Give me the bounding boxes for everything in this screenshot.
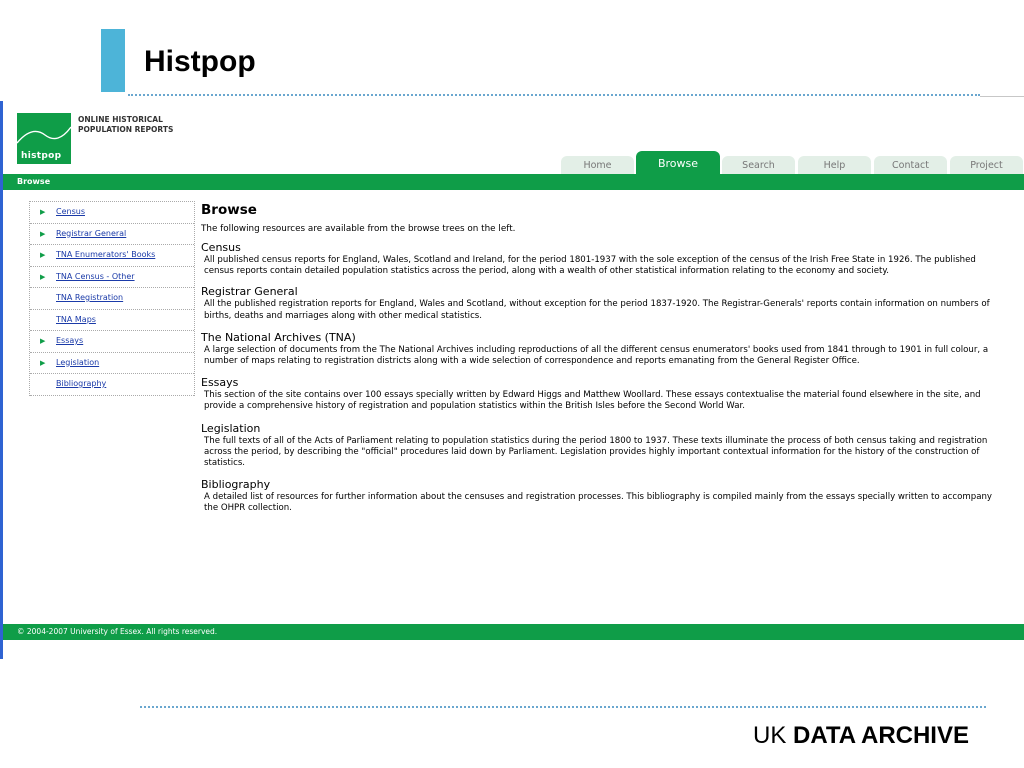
sidebar-item-census[interactable]: [30, 202, 194, 224]
section-text: All the published registration reports for England, Wales and Scotland, without exception for the period 1837-1920. The Registrar-Generals' reports contain information on numbers of births, deaths and marriages along with other medical statistics.: [204, 299, 990, 321]
section-census: [201, 241, 1001, 277]
arrow-right-icon: ▶: [40, 229, 46, 238]
tab-contact[interactable]: Contact: [874, 156, 947, 175]
sidebar-item-label[interactable]: TNA Maps: [56, 314, 96, 324]
browse-sidebar: [29, 201, 195, 396]
sidebar-item-tna-census-other[interactable]: [30, 267, 194, 289]
sidebar-item-label[interactable]: Census: [56, 207, 85, 216]
sidebar-item-bibliography[interactable]: [30, 374, 194, 396]
sidebar-item-label[interactable]: Essays: [56, 336, 84, 345]
section-legislation: [201, 422, 1001, 470]
sidebar-item-label[interactable]: Legislation: [56, 357, 100, 367]
arrow-right-icon: ▶: [40, 358, 46, 367]
arrow-right-icon: ▶: [40, 208, 46, 216]
section-title: Legislation: [201, 421, 261, 435]
section-tna: [201, 331, 1001, 367]
sidebar-item-registrar-general[interactable]: [30, 224, 194, 246]
tab-browse[interactable]: Browse: [636, 151, 720, 175]
breadcrumb-bar: [3, 174, 1024, 190]
section-text: A large selection of documents from the The National Archives including reproductions of all the different census enumerators' books used from 1841 through to 1901 in full colour, a number of maps relating to registration districts along with a wide selection of correspondence and reports emanating from the General Register Office.: [204, 344, 989, 367]
logo-text: histpop: [21, 151, 62, 161]
sidebar-item-label[interactable]: TNA Enumerators' Books: [56, 250, 156, 259]
slide-title: Histpop: [144, 45, 256, 78]
histpop-logo[interactable]: [17, 113, 71, 164]
sidebar-item-tna-registration[interactable]: [30, 288, 194, 310]
slide-divider-bottom: [140, 706, 986, 708]
sidebar-item-label[interactable]: TNA Registration: [56, 293, 124, 302]
tab-project[interactable]: Project: [950, 156, 1023, 175]
sidebar-item-label[interactable]: TNA Census - Other: [56, 271, 135, 281]
sidebar-item-tna-enumerators-books[interactable]: [30, 245, 194, 267]
footer-bold: DATA ARCHIVE: [793, 722, 969, 749]
section-text: A detailed list of resources for further information about the censuses and registration processes. This bibliography is compiled mainly from the essays specially written to accompany the OHPR collection.: [204, 492, 993, 514]
tab-help[interactable]: Help: [798, 156, 871, 175]
site-header: [3, 101, 1024, 175]
logo-caption-line1: ONLINE HISTORICAL: [78, 115, 163, 124]
section-text: All published census reports for England, Wales, Scotland and Ireland, for the period 1801-1937 with the sole exception of the census of the Irish Free State in 1926. The published census reports contain detailed population statistics across the period, along with a wealth of other statistical information relating to the economy and society.: [204, 255, 976, 277]
sidebar-item-label[interactable]: Registrar General: [56, 228, 127, 238]
website-screenshot: [0, 101, 1024, 659]
logo-caption: [78, 115, 173, 135]
section-title: Essays: [201, 376, 239, 390]
sidebar-item-legislation[interactable]: [30, 353, 194, 375]
content-heading: Browse: [201, 202, 257, 218]
section-essays: [201, 376, 1001, 412]
slide-divider-top: [128, 94, 980, 96]
section-title: The National Archives (TNA): [201, 330, 356, 344]
section-title: Bibliography: [201, 478, 271, 492]
browse-content: [201, 201, 1001, 515]
slide-accent-bar: [101, 29, 125, 92]
arrow-right-icon: ▶: [40, 251, 46, 259]
section-title: Census: [201, 241, 241, 254]
slide-footer-brand: [753, 722, 969, 750]
logo-caption-line2: POPULATION REPORTS: [78, 125, 174, 134]
section-bibliography: [201, 478, 1001, 514]
arrow-right-icon: ▶: [40, 272, 46, 281]
content-intro: The following resources are available from the browse trees on the left.: [201, 224, 516, 234]
sidebar-item-essays[interactable]: [30, 331, 194, 353]
breadcrumb: Browse: [17, 177, 51, 186]
tab-search[interactable]: Search: [722, 156, 795, 175]
sidebar-item-label[interactable]: Bibliography: [56, 379, 107, 388]
section-text: This section of the site contains over 100 essays specially written by Edward Higgs and Matthew Woollard. These essays contextualise the material found elsewhere in the site, and provide a comprehensive history of registration and population statistics within the British Isles before the Second World War.: [204, 390, 981, 412]
section-title: Registrar General: [201, 285, 298, 299]
sidebar-item-tna-maps[interactable]: [30, 310, 194, 332]
section-registrar-general: [201, 285, 1001, 321]
tab-home[interactable]: Home: [561, 156, 634, 175]
site-footer: [3, 624, 1024, 640]
copyright-text: © 2004-2007 University of Essex. All rights reserved.: [17, 627, 218, 636]
slide-divider-top-gray: [980, 96, 1024, 97]
footer-prefix: UK: [752, 722, 787, 749]
section-text: The full texts of all of the Acts of Parliament relating to population statistics during the period 1800 to 1937. These texts illuminate the process of both census taking and registration across the period, by describing the "official" procedures laid down by Parliament. Legislation provides highly important contextual information for the history of the construction of statistics.: [204, 435, 988, 469]
arrow-right-icon: ▶: [40, 337, 46, 345]
